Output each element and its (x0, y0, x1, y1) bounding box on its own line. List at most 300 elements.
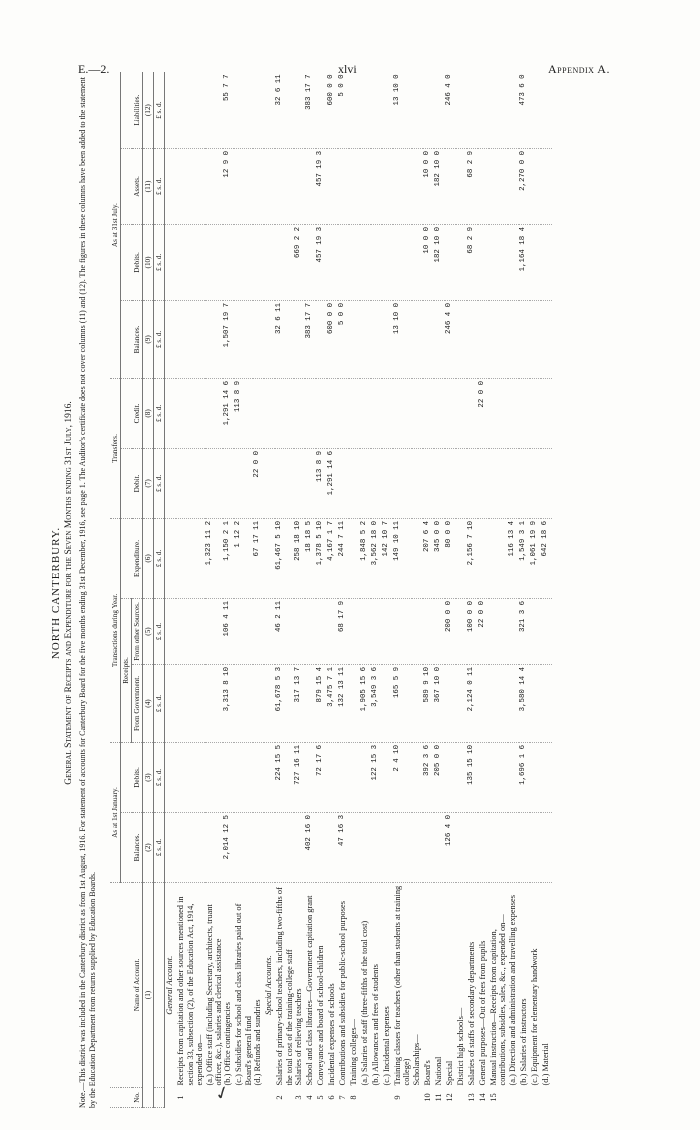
amount-cell (393, 148, 412, 224)
row-number (382, 1088, 393, 1108)
amount-cell (327, 378, 338, 448)
currency-unit-label (154, 1088, 165, 1108)
accounts-table (110, 72, 552, 1108)
amount-cell (176, 300, 204, 378)
amount-cell (423, 378, 434, 448)
amount-cell (223, 742, 234, 812)
amount-cell: 246 4 0 (445, 300, 456, 378)
amount-cell: 61,467 5 10 (275, 518, 294, 598)
amount-cell: 669 2 2 (294, 224, 305, 300)
amount-cell: 13 10 0 (393, 300, 412, 378)
amount-cell (316, 378, 327, 448)
amount-cell (382, 742, 393, 812)
amount-cell (275, 148, 294, 224)
amount-cell (541, 224, 552, 300)
amount-cell (445, 742, 456, 812)
amount-cell (205, 72, 224, 148)
statement-note: Note.—This district was included in the Canterbury district as from 1st August, 1916. For statement of accounts for Canterbury Board for the five months ending 31st December, 1916, see page 1. The Auditor's certificate does not cover columns (11) and (12). The figures in these columns have been added to the statement by the Education Department from returns supplied by Education Boards. (78, 77, 97, 1108)
col-header-liabilities: Liabilities. (121, 72, 143, 148)
amount-cell (371, 300, 382, 378)
currency-unit-label: £ s. d. (154, 224, 165, 300)
amount-cell: 47 16 3 (338, 813, 349, 883)
amount-cell (264, 664, 275, 742)
amount-cell (412, 148, 423, 224)
amount-cell (489, 300, 508, 378)
amount-cell (541, 448, 552, 518)
row-number: 9 (392, 1095, 402, 1100)
currency-unit-label: £ s. d. (154, 378, 165, 448)
amount-cell (305, 224, 316, 300)
amount-cell (412, 378, 423, 448)
amount-cell (349, 664, 360, 742)
amount-cell (349, 378, 360, 448)
amount-cell (530, 813, 541, 883)
amount-cell (382, 448, 393, 518)
column-number: (4) (143, 664, 154, 742)
amount-cell (176, 598, 204, 664)
amount-cell (223, 448, 234, 518)
amount-cell: 879 15 4 (316, 664, 327, 742)
amount-cell (305, 448, 316, 518)
amount-cell (371, 378, 382, 448)
currency-unit-label: £ s. d. (154, 813, 165, 883)
amount-cell: 13 10 0 (393, 72, 412, 148)
amount-cell: 182 10 0 (434, 148, 445, 224)
amount-cell (530, 598, 541, 664)
amount-cell (530, 742, 541, 812)
row-number (253, 1088, 264, 1108)
section-heading: Special Accounts. (264, 955, 274, 1015)
currency-unit-label: £ s. d. (154, 664, 165, 742)
table-row (305, 72, 316, 1107)
col-header-credit: Credit. (121, 378, 143, 448)
amount-cell (423, 300, 434, 378)
amount-cell: 1,323 11 2 (205, 518, 224, 598)
account-name: Training colleges— (348, 1019, 358, 1086)
column-number: (10) (143, 224, 154, 300)
amount-cell (412, 598, 423, 664)
amount-cell (445, 448, 456, 518)
amount-cell (508, 598, 519, 664)
amount-cell (327, 148, 338, 224)
amount-cell (489, 224, 508, 300)
amount-cell (294, 148, 305, 224)
amount-cell: 205 0 0 (434, 742, 445, 812)
account-name: District high schools— (455, 1007, 465, 1086)
amount-cell (205, 300, 224, 378)
amount-cell (316, 300, 327, 378)
amount-cell: 100 0 0 (467, 598, 478, 664)
amount-cell (371, 72, 382, 148)
amount-cell: 3,549 3 6 (371, 664, 382, 742)
amount-cell (541, 72, 552, 148)
amount-cell (519, 300, 530, 378)
column-number: (5) (143, 598, 154, 664)
row-number: 15 (488, 1093, 498, 1102)
amount-cell (412, 664, 423, 742)
amount-cell (434, 300, 445, 378)
amount-cell (530, 72, 541, 148)
amount-cell: 2,156 7 10 (467, 518, 478, 598)
amount-cell (478, 224, 489, 300)
column-number: (8) (143, 378, 154, 448)
amount-cell (519, 448, 530, 518)
amount-cell (360, 148, 371, 224)
amount-cell (371, 148, 382, 224)
amount-cell (412, 448, 423, 518)
col-group-opening: As at 1st January. (110, 742, 121, 882)
amount-cell (327, 813, 338, 883)
amount-cell (264, 224, 275, 300)
amount-cell (234, 224, 253, 300)
amount-cell (205, 813, 224, 883)
amount-cell (294, 300, 305, 378)
amount-cell: 22 0 0 (253, 448, 264, 518)
amount-cell (508, 813, 519, 883)
amount-cell (489, 148, 508, 224)
table-row (360, 72, 371, 1107)
amount-cell (253, 664, 264, 742)
row-number: 2 (275, 1095, 285, 1100)
account-name: (c.) Incidental expenses (381, 1006, 391, 1086)
amount-cell (176, 518, 204, 598)
amount-cell (253, 813, 264, 883)
amount-cell: 32 6 11 (275, 300, 294, 378)
amount-cell (445, 378, 456, 448)
amount-cell: 2,270 0 0 (519, 148, 530, 224)
table-row (541, 72, 552, 1107)
amount-cell (316, 813, 327, 883)
amount-cell (412, 224, 423, 300)
amount-cell (467, 813, 478, 883)
amount-cell (165, 598, 177, 664)
amount-cell (541, 148, 552, 224)
amount-cell (234, 148, 253, 224)
row-number: 7 (337, 1095, 347, 1100)
account-name: (b.) Salaries of instructors (518, 998, 528, 1086)
row-number: 1 (176, 1095, 186, 1100)
amount-cell (412, 72, 423, 148)
table-row (519, 72, 530, 1107)
amount-cell (434, 448, 445, 518)
amount-cell (423, 598, 434, 664)
amount-cell (382, 378, 393, 448)
amount-cell (327, 598, 338, 664)
amount-cell: 1 12 2 (234, 518, 253, 598)
amount-cell (205, 598, 224, 664)
amount-cell (434, 378, 445, 448)
col-header-assets: Assets. (121, 148, 143, 224)
amount-cell: 55 7 7 (223, 72, 234, 148)
amount-cell: 1,848 5 2 (360, 518, 371, 598)
amount-cell (176, 742, 204, 812)
amount-cell (349, 148, 360, 224)
amount-cell (253, 598, 264, 664)
table-row (223, 72, 234, 1107)
page-ref-left: E.—2. (78, 62, 110, 76)
amount-cell (445, 148, 456, 224)
account-name: Contributions and subsidies for public-school purposes (337, 901, 347, 1086)
account-name: General purposes—Out of fees from pupils (477, 940, 487, 1086)
amount-cell (349, 448, 360, 518)
amount-cell (176, 448, 204, 518)
amount-cell (530, 148, 541, 224)
amount-cell: 244 7 11 (338, 518, 349, 598)
amount-cell (456, 598, 467, 664)
col-group-closing: As at 31st July. (110, 72, 121, 378)
amount-cell: 200 0 0 (445, 598, 456, 664)
amount-cell: 1,150 2 1 (223, 518, 234, 598)
amount-cell (508, 448, 519, 518)
amount-cell (478, 518, 489, 598)
amount-cell: 402 16 0 (305, 813, 316, 883)
amount-cell (338, 148, 349, 224)
account-name: (a.) Office staff (including Secretary, architects, truant officer, &c.), salaries and clerical assistance (204, 904, 223, 1086)
row-number: 3 (293, 1095, 303, 1100)
amount-cell: 2 4 10 (393, 742, 412, 812)
amount-cell: 5 0 0 (338, 300, 349, 378)
table-row (412, 72, 423, 1107)
currency-unit-label: £ s. d. (154, 72, 165, 148)
amount-cell (165, 518, 177, 598)
amount-cell (371, 813, 382, 883)
amount-cell: 3,562 18 0 (371, 518, 382, 598)
amount-cell (456, 300, 467, 378)
amount-cell (253, 742, 264, 812)
amount-cell (456, 742, 467, 812)
table-row (456, 72, 467, 1107)
table-row (253, 72, 264, 1107)
amount-cell (541, 813, 552, 883)
amount-cell (264, 148, 275, 224)
row-number (508, 1088, 519, 1108)
amount-cell (393, 813, 412, 883)
amount-cell: 383 17 7 (305, 72, 316, 148)
amount-cell (165, 664, 177, 742)
table-row (294, 72, 305, 1107)
amount-cell: 4,167 1 7 (327, 518, 338, 598)
amount-cell (360, 742, 371, 812)
table-row (467, 72, 478, 1107)
amount-cell: 80 0 0 (445, 518, 456, 598)
amount-cell (478, 148, 489, 224)
amount-cell (478, 72, 489, 148)
amount-cell (234, 448, 253, 518)
amount-cell (489, 742, 508, 812)
amount-cell (508, 664, 519, 742)
account-name: National (433, 1056, 443, 1086)
table-row (434, 72, 445, 1107)
row-number (541, 1088, 552, 1108)
column-number-row (143, 72, 154, 1107)
currency-unit-label: £ s. d. (154, 300, 165, 378)
amount-cell (294, 72, 305, 148)
amount-cell (305, 742, 316, 812)
amount-cell (349, 518, 360, 598)
amount-cell: 132 13 11 (338, 664, 349, 742)
account-name: Manual instruction—Receipts from capitation, contributions, subsidies, sales, &c., expended on— (488, 914, 508, 1086)
amount-cell (338, 448, 349, 518)
amount-cell: 1,696 1 6 (519, 742, 530, 812)
amount-cell (360, 448, 371, 518)
row-number (360, 1088, 371, 1108)
amount-cell (234, 72, 253, 148)
amount-cell (489, 598, 508, 664)
amount-cell (360, 300, 371, 378)
amount-cell: 224 15 5 (275, 742, 294, 812)
amount-cell: 2,124 0 11 (467, 664, 478, 742)
amount-cell (393, 598, 412, 664)
amount-cell: 113 8 9 (234, 378, 253, 448)
col-header-from-other: From other Sources. (132, 598, 143, 664)
row-number: 11 (433, 1093, 443, 1102)
col-header-debits: Debits. (121, 742, 143, 812)
statement-subtitle: General Statement of Receipts and Expenditure for the Seven Months ending 31st July, 1916. (64, 401, 74, 785)
amount-cell: 3,313 8 10 (223, 664, 234, 742)
table-row (489, 72, 508, 1107)
amount-cell (478, 742, 489, 812)
statement-title: NORTH CANTERBURY. (50, 526, 62, 660)
amount-cell (541, 300, 552, 378)
amount-cell (519, 378, 530, 448)
amount-cell (393, 378, 412, 448)
amount-cell (456, 224, 467, 300)
amount-cell (456, 448, 467, 518)
amount-cell (176, 378, 204, 448)
amount-cell (519, 813, 530, 883)
amount-cell (371, 598, 382, 664)
column-number: (11) (143, 148, 154, 224)
row-number (456, 1088, 467, 1108)
currency-unit-label (154, 883, 165, 1088)
account-name: Conveyance and board of school-children (315, 945, 325, 1086)
account-name: (d.) Material (540, 1043, 550, 1086)
amount-cell (530, 664, 541, 742)
amount-cell (349, 224, 360, 300)
amount-cell (445, 664, 456, 742)
amount-cell: 18 18 5 (305, 518, 316, 598)
amount-cell (541, 598, 552, 664)
column-number: (12) (143, 72, 154, 148)
page-number: xlvi (338, 62, 357, 76)
amount-cell: 149 10 11 (393, 518, 412, 598)
pencil-mark-icon: ✓ (211, 1081, 233, 1106)
amount-cell: 22 0 0 (478, 598, 489, 664)
amount-cell: 246 4 0 (445, 72, 456, 148)
column-number: (6) (143, 518, 154, 598)
amount-cell (393, 448, 412, 518)
amount-cell (205, 664, 224, 742)
amount-cell: 600 0 0 (327, 72, 338, 148)
amount-cell: 345 0 0 (434, 518, 445, 598)
amount-cell (371, 224, 382, 300)
amount-cell (349, 598, 360, 664)
amount-cell: 1,905 15 6 (360, 664, 371, 742)
col-header-no: No. (110, 1088, 143, 1108)
column-number: (3) (143, 742, 154, 812)
amount-cell (305, 598, 316, 664)
table-row (338, 72, 349, 1107)
amount-cell (489, 378, 508, 448)
amount-cell (264, 813, 275, 883)
amount-cell (423, 813, 434, 883)
amount-cell (294, 598, 305, 664)
amount-cell (489, 518, 508, 598)
currency-unit-label: £ s. d. (154, 742, 165, 812)
amount-cell (456, 148, 467, 224)
amount-cell (508, 72, 519, 148)
amount-cell (412, 742, 423, 812)
amount-cell: 1,378 5 10 (316, 518, 327, 598)
amount-cell: 1,291 14 6 (327, 448, 338, 518)
amount-cell (176, 813, 204, 883)
amount-cell (371, 448, 382, 518)
amount-cell: 3,580 14 4 (519, 664, 530, 742)
amount-cell: 600 0 0 (327, 300, 338, 378)
amount-cell (349, 72, 360, 148)
amount-cell (541, 742, 552, 812)
amount-cell (305, 378, 316, 448)
row-number: 6 (326, 1095, 336, 1100)
amount-cell (456, 378, 467, 448)
amount-cell: 5 0 0 (338, 72, 349, 148)
amount-cell: 3,475 7 1 (327, 664, 338, 742)
account-name: (c.) Equipment for elementary handwork (529, 948, 539, 1086)
amount-cell (489, 813, 508, 883)
col-header-account: Name of Account. (110, 883, 143, 1088)
amount-cell (423, 72, 434, 148)
amount-cell (275, 378, 294, 448)
amount-cell (478, 448, 489, 518)
amount-cell: 1,164 18 4 (519, 224, 530, 300)
amount-cell (456, 72, 467, 148)
amount-cell (393, 224, 412, 300)
amount-cell (530, 378, 541, 448)
account-name: Receipts from capitation and other sources mentioned in section 33, subsection (2), of the Education Act, 1914, expended on— (176, 896, 205, 1086)
account-name: Salaries of relieving teachers (293, 988, 303, 1086)
amount-cell (382, 224, 393, 300)
amount-cell (412, 518, 423, 598)
page-ref-right: Appendix A. (548, 62, 610, 76)
account-name: (d.) Refunds and sundries (253, 999, 263, 1086)
column-number: (7) (143, 448, 154, 518)
amount-cell: 68 2 9 (467, 224, 478, 300)
account-name: (c.) Subsidies for school and class libraries paid out of Board's general fund (234, 903, 253, 1086)
amount-cell (360, 378, 371, 448)
amount-cell (264, 448, 275, 518)
row-number: 10 (422, 1093, 432, 1102)
amount-cell: 10 0 0 (423, 148, 434, 224)
amount-cell: 165 5 9 (393, 664, 412, 742)
amount-cell (338, 224, 349, 300)
account-name: Salaries of primary-school teachers, including two-fifths of the total cost of the training-college staff (275, 887, 294, 1086)
amount-cell (489, 72, 508, 148)
amount-cell (445, 224, 456, 300)
amount-cell (508, 224, 519, 300)
row-number (530, 1088, 541, 1108)
amount-cell (305, 664, 316, 742)
amount-cell (349, 300, 360, 378)
amount-cell (275, 813, 294, 883)
col-header-debits-closing: Debits. (121, 224, 143, 300)
row-number (234, 1088, 253, 1108)
amount-cell (165, 813, 177, 883)
rotated-statement (50, 68, 690, 1118)
amount-cell (349, 742, 360, 812)
currency-unit-row (154, 72, 165, 1107)
amount-cell: 383 17 7 (305, 300, 316, 378)
currency-unit-label: £ s. d. (154, 148, 165, 224)
